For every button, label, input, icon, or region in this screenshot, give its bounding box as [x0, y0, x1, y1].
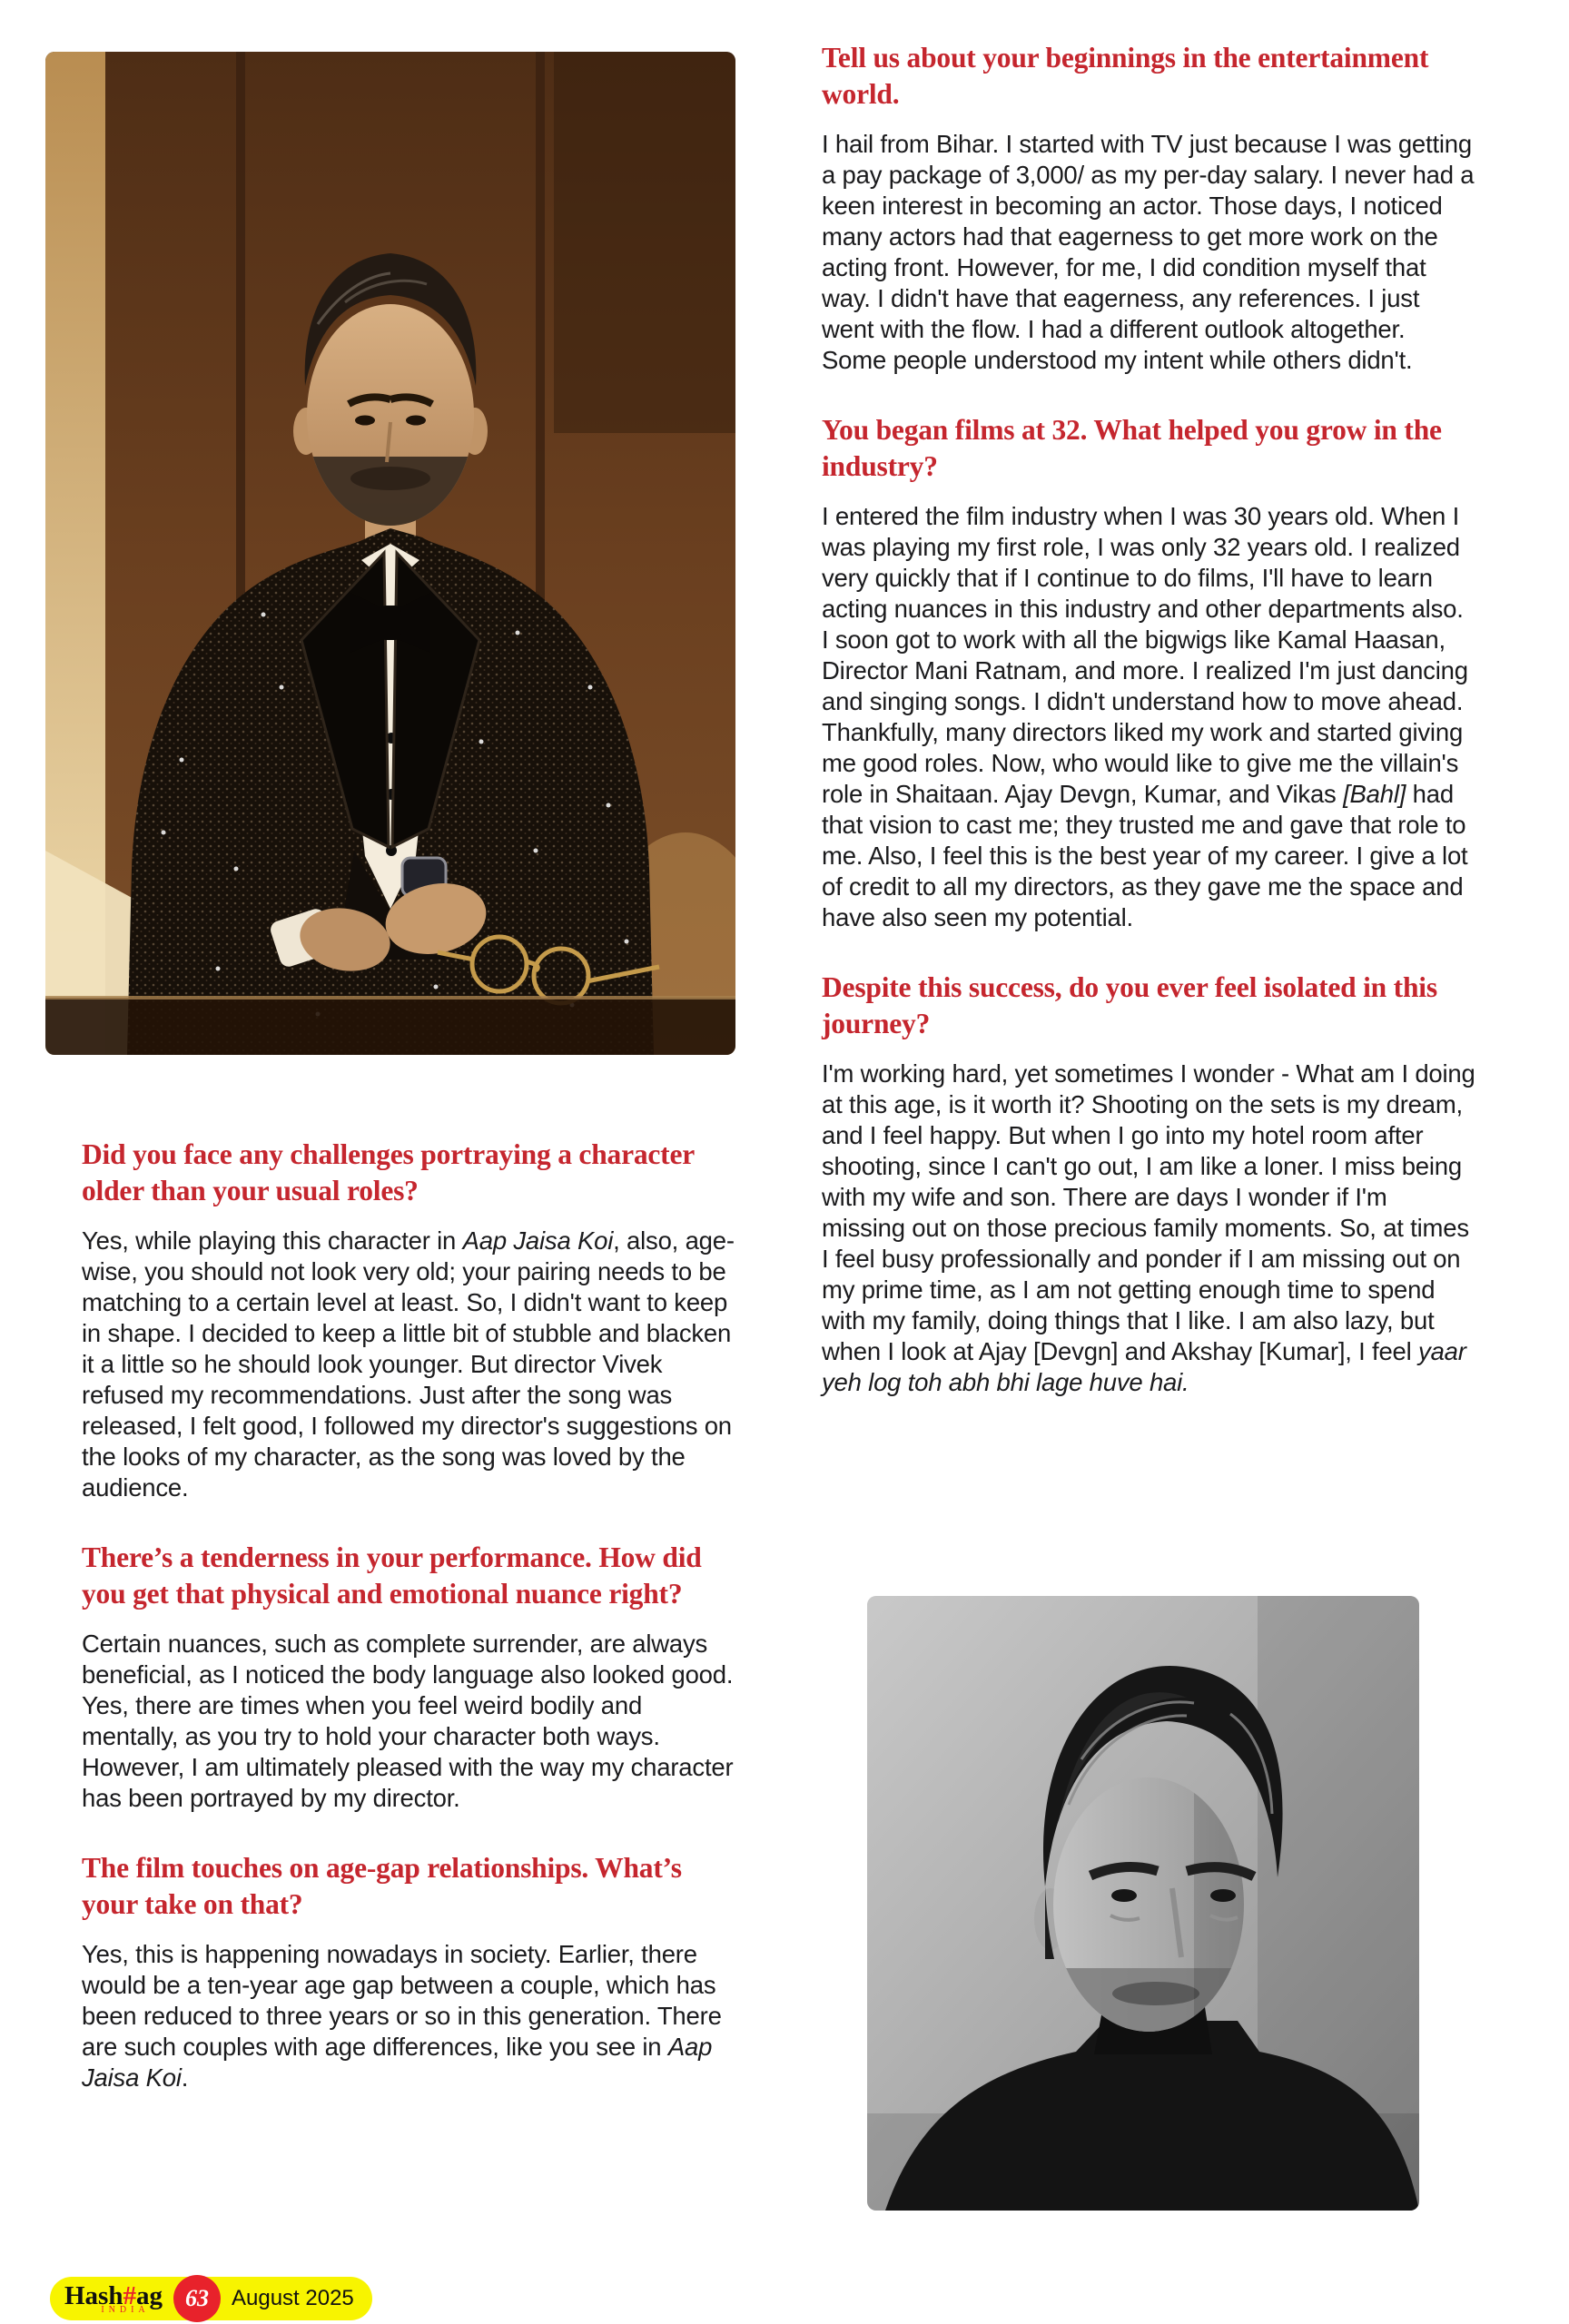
interview-question: The film touches on age-gap relationships. What’s your take on that? [82, 1852, 682, 1920]
hash-icon: # [123, 2280, 136, 2310]
page-number: 63 [184, 2285, 209, 2311]
interview-answer: Yes, this is happening nowadays in society. Earlier, there would be a ten-year age gap between a couple, which has been reduced to three years or so in this generation. There are such couples with age differences, like you see in Aap Jaisa Koi. [82, 1940, 722, 2092]
interview-question: Despite this success, do you ever feel isolated in this journey? [822, 971, 1437, 1039]
qa-block [822, 412, 1475, 933]
bottom-photo [867, 1596, 1419, 2211]
qa-block [82, 1540, 735, 1814]
interview-answer: I'm working hard, yet sometimes I wonder - What am I doing at this age, is it worth it? Shooting on the sets is my dream, and I feel happy. But when I go into my hotel room after shooting, since I can't go out, I am like a loner. I miss being with my wife and son. There are days I wonder if I'm missing out on those precious family moments. So, at times I feel busy professionally and ponder if I am missing out on my prime time, as I am not getting enough time to spend with my family, doing things that I like. I am also lazy, but when I look at Ajay [Devgn] and Akshay [Kumar], I feel yaar yeh log toh abh bhi lage huve hai. [822, 1059, 1475, 1396]
interview-question: You began films at 32. What helped you grow in the industry? [822, 414, 1442, 482]
interview-answer: I hail from Bihar. I started with TV just because I was getting a pay package of 3,000/ as my per-day salary. I never had a keen interest in becoming an actor. Those days, I noticed many actors had that eagerness to get more work on the acting front. However, for me, I did condition myself that way. I didn't have that eagerness, any references. I just went with the flow. I had a different outlook altogether. Some people understood my intent while others didn't. [822, 130, 1475, 374]
magazine-logo [64, 2280, 163, 2315]
top-photo [45, 52, 735, 1055]
interview-question: Tell us about your beginnings in the entertainment world. [822, 42, 1429, 110]
magazine-logo-subtitle: INDIA [101, 2304, 150, 2315]
interview-question: Did you face any challenges portraying a character older than your usual roles? [82, 1138, 695, 1206]
qa-block [822, 40, 1475, 376]
qa-block [822, 970, 1475, 1398]
right-column [822, 40, 1475, 1434]
qa-block [82, 1137, 735, 1503]
interview-question: There’s a tenderness in your performance. How did you get that physical and emotional nuance right? [82, 1541, 702, 1610]
bottom-photo-illustration [867, 1596, 1419, 2211]
interview-answer: Yes, while playing this character in Aap Jaisa Koi, also, age-wise, you should not look very old; your pairing needs to be matching to a certain level at least. So, I didn't want to keep in shape. I decided to keep a little bit of stubble and blacken it a little so he should look younger. But director Vivek refused my recommendations. Just after the song was released, I felt good, I followed my director's suggestions on the looks of my character, as the song was loved by the audience. [82, 1226, 735, 1502]
interview-answer: I entered the film industry when I was 30 years old. When I was playing my first role, I was only 32 years old. I realized very quickly that if I continue to do films, I'll have to learn acting nuances in this industry and other departments also. I soon got to work with all the bigwigs like Kamal Haasan, Director Mani Ratnam, and more. I realized I'm just dancing and singing songs. I didn't understand how to move ahead. Thankfully, many directors liked my work and started giving me good roles. Now, who would like to give me the villain's role in Shaitaan. Ajay Devgn, Kumar, and Vikas [Bahl] had that vision to cast me; they trusted me and gave that role to me. Also, I feel this is the best year of my career. I give a lot of credit to all my directors, as they gave me the space and have also seen my potential. [822, 502, 1468, 931]
interview-answer: Certain nuances, such as complete surrender, are always beneficial, as I noticed the body language also looked good. Yes, there are times when you feel weird bodily and mentally, as you try to hold your character both ways. However, I am ultimately pleased with the way my character has been portrayed by my director. [82, 1630, 734, 1812]
qa-block [82, 1850, 735, 2093]
top-photo-illustration [45, 52, 735, 1055]
page-number-badge [173, 2275, 221, 2322]
magazine-logo-word: Hash#ag [64, 2280, 163, 2310]
issue-date: August 2025 [231, 2286, 354, 2310]
footer-badge [50, 2277, 372, 2320]
left-column [82, 1137, 735, 2130]
